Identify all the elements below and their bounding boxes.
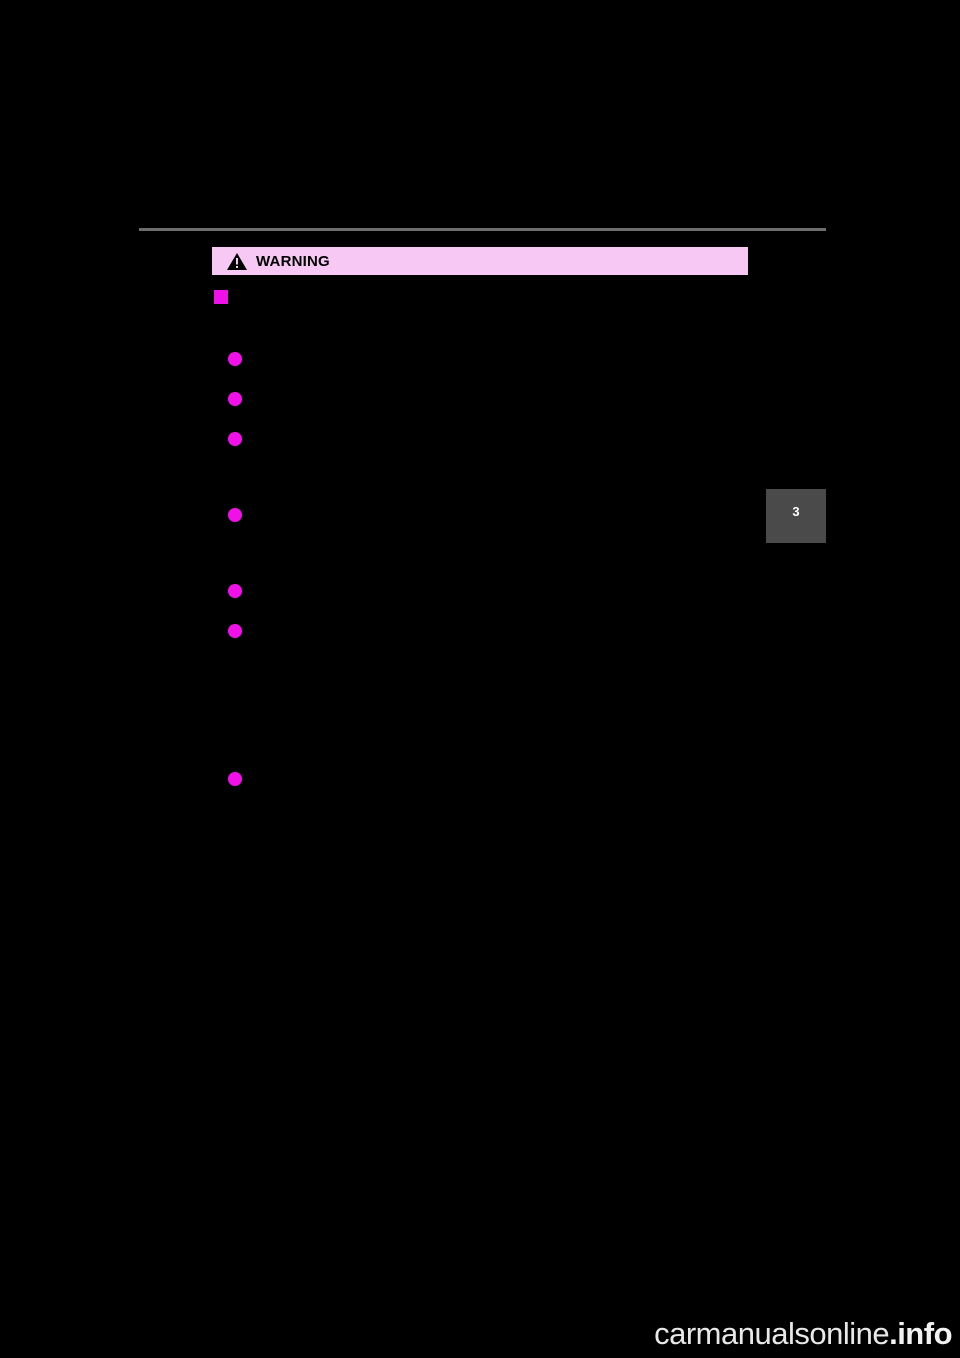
list-bullet	[228, 352, 242, 366]
list-bullet	[228, 624, 242, 638]
section-marker	[214, 290, 228, 304]
list-bullet	[228, 772, 242, 786]
watermark-main: carmanualsonline	[654, 1316, 890, 1351]
list-bullet	[228, 584, 242, 598]
list-bullet	[228, 392, 242, 406]
chapter-tab[interactable]	[766, 489, 826, 543]
watermark-suffix: .info	[889, 1316, 952, 1351]
warning-banner	[212, 247, 748, 275]
warning-triangle-icon	[226, 252, 248, 271]
header-divider	[139, 228, 826, 231]
list-bullet	[228, 508, 242, 522]
chapter-number: 3	[792, 504, 800, 519]
site-watermark	[654, 1316, 952, 1352]
warning-label: WARNING	[256, 252, 330, 270]
list-bullet	[228, 432, 242, 446]
